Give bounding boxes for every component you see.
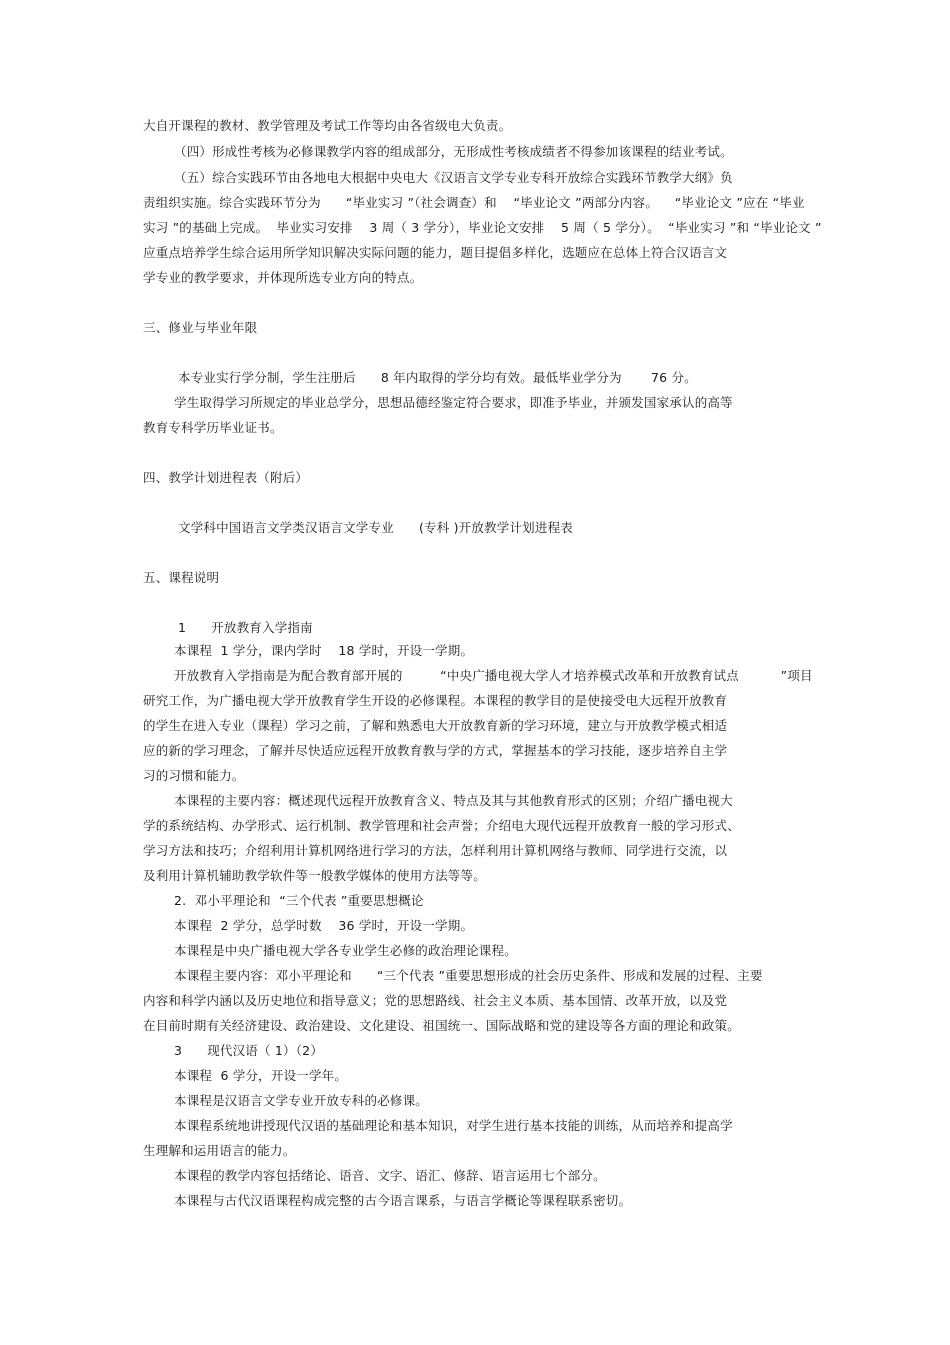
text-line: 应重点培养学生综合运用所学知识解决实际问题的能力，题目提倡多样化，选题应在总体上符合汉语言文: [143, 245, 728, 260]
text-line: 内容和科学内涵以及历史地位和指导意义；党的思想路线、社会主义本质、基本国情、改革开放，以及党: [143, 993, 728, 1008]
text-line: 大自开课程的教材、教学管理及考试工作等均由各省级电大负责。: [143, 118, 512, 133]
text-line: 本课程 1 学分，课内学时 18 学时，开设一学期。: [174, 643, 474, 658]
text-line: 学生取得学习所规定的毕业总学分，思想品德经鉴定符合要求，即准予毕业，并颁发国家承认的高等: [174, 395, 733, 410]
text-line: 学习方法和技巧；介绍利用计算机网络进行学习的方法，怎样利用计算机网络与教师、同学进行交流，以: [143, 843, 728, 858]
text-line: 及利用计算机辅助教学软件等一般教学媒体的使用方法等等。: [143, 868, 486, 883]
text-line: 实习 ”的基础上完成。 毕业实习安排 3 周（ 3 学分），毕业论文安排 5 周（ 5 学分）。 “毕业实习 ”和 “毕业论文 ”: [143, 220, 822, 235]
text-line: 本课程主要内容：邓小平理论和 “三个代表 ”重要思想形成的社会历史条件、形成和发展的过程、主要: [174, 968, 763, 983]
text-line: 习的习惯和能力。: [143, 768, 245, 783]
text-line: 本课程的主要内容：概述现代远程开放教育含义、特点及其与其他教育形式的区别；介绍广播电视大: [174, 793, 733, 808]
section-heading: 三、修业与毕业年限: [143, 320, 258, 335]
text-line: （五）综合实践环节由各地电大根据中央电大《汉语言文学专业专科开放综合实践环节教学大纲》负: [174, 170, 733, 185]
text-line: 研究工作，为广播电视大学开放教育学生开设的必修课程。本课程的教学目的是使接受电大远程开放教育: [143, 693, 728, 708]
text-line: 责组织实施。综合实践环节分为 “毕业实习 ”（社会调查）和 “毕业论文 ”两部分内容。 “毕业论文 ”应在 “毕业: [143, 195, 805, 210]
text-line: 本课程 2 学分，总学时数 36 学时，开设一学期。: [174, 918, 474, 933]
text-line: 本课程系统地讲授现代汉语的基础理论和基本知识，对学生进行基本技能的训练，从而培养和提高学: [174, 1118, 733, 1133]
text-line: 在目前时期有关经济建设、政治建设、文化建设、祖国统一、国际战略和党的建设等各方面的理论和政策。: [143, 1018, 740, 1033]
course-heading: 1 开放教育入学指南: [178, 620, 313, 635]
section-heading: 五、课程说明: [143, 570, 220, 585]
text-line: 本课程是汉语言文学专业开放专科的必修课。: [174, 1093, 429, 1108]
text-line: 教育专科学历毕业证书。: [143, 420, 283, 435]
text-line: 本课程是中央广播电视大学各专业学生必修的政治理论课程。: [174, 943, 517, 958]
text-line: 本专业实行学分制，学生注册后 8 年内取得的学分均有效。最低毕业学分为 76 分。: [178, 370, 697, 385]
text-line: （四）形成性考核为必修课教学内容的组成部分，无形成性考核成绩者不得参加该课程的结业考试。: [174, 144, 733, 159]
text-line: 的学生在进入专业（课程）学习之前，了解和熟悉电大开放教育新的学习环境，建立与开放教学模式相适: [143, 718, 728, 733]
text-line: 应的新的学习理念，了解并尽快适应远程开放教育教与学的方式，掌握基本的学习技能，逐步培养自主学: [143, 743, 728, 758]
text-line: 本课程的教学内容包括绪论、语音、文字、语汇、修辞、语言运用七个部分。: [174, 1168, 606, 1183]
text-line: 本课程与古代汉语课程构成完整的古今语言课系，与语言学概论等课程联系密切。: [174, 1193, 632, 1208]
text-line: 学专业的教学要求，并体现所选专业方向的特点。: [143, 270, 423, 285]
text-line: 生理解和运用语言的能力。: [143, 1143, 296, 1158]
table-caption: 文学科中国语言文学类汉语言文学专业 (专科 )开放教学计划进程表: [178, 520, 573, 535]
course-heading: 2. 邓小平理论和 “三个代表 ”重要思想概论: [174, 893, 424, 908]
text-line: 学的系统结构、办学形式、运行机制、教学管理和社会声誉；介绍电大现代远程开放教育一般的学习形式、: [143, 818, 740, 833]
text-line: 本课程 6 学分，开设一学年。: [174, 1068, 348, 1083]
section-heading: 四、教学计划进程表（附后）: [143, 470, 309, 485]
course-heading: 3 现代汉语（ 1）（2）: [174, 1043, 324, 1058]
text-line: 开放教育入学指南是为配合教育部开展的 “中央广播电视大学人才培养模式改革和开放教育试点 ”项目: [174, 668, 813, 683]
